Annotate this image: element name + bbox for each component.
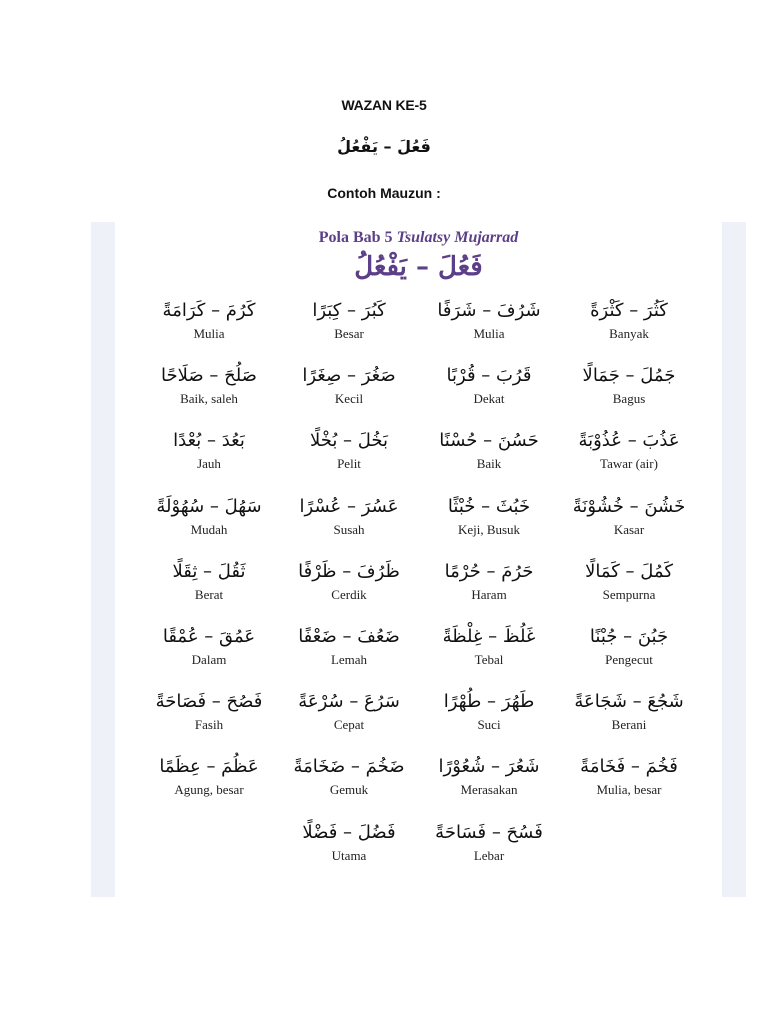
word-arabic: ظَرُفَ – ظَرْفًا [298,560,400,582]
word-arabic: سَهُلَ – سُهُوْلَةً [156,495,262,517]
word-entry [559,689,699,754]
word-arabic: شَرُفَ – شَرَفًا [437,300,541,321]
word-arabic: كَرُمَ – كَرَامَةً [162,300,256,321]
word-arabic: فَسُحَ – فَسَاحَةً [435,821,543,843]
word-entry [139,363,279,428]
word-arabic: كَمُلَ – كَمَالًا [585,560,673,582]
word-arabic: كَثُرَ – كَثْرَةً [590,300,668,321]
word-meaning: Mulia [473,326,505,341]
word-meaning: Bagus [612,391,646,407]
word-meaning: Mulia, besar [596,782,662,798]
word-meaning: Baik, saleh [180,391,238,407]
word-entry [139,559,279,624]
word-meaning: Berat [194,586,224,602]
wazan-formula: فَعُلَ – يَفْعُلُ [337,137,431,156]
word-entry [139,428,279,493]
word-arabic: عَظُمَ – عِظَمًا [159,756,259,778]
word-arabic: صَلُحَ – صَلَاحًا [161,365,257,387]
word-arabic: شَعُرَ – شُعُوْرًا [438,756,540,778]
pattern-figure [91,222,746,897]
word-meaning: Banyak [609,326,649,341]
word-meaning: Tebal [474,651,504,667]
word-meaning: Mudah [190,521,228,537]
word-meaning: Mulia [193,326,225,341]
word-arabic: شَجُعَ – شَجَاعَةً [574,691,684,713]
figure-title-plain: Pola Bab 5 [318,229,397,246]
word-meaning: Kasar [613,521,645,537]
word-grid [139,298,699,885]
word-entry [279,298,419,363]
word-meaning: Sempurna [602,586,656,602]
word-arabic: عَذُبَ – عُذُوْبَةً [578,430,680,452]
word-entry [419,428,559,493]
word-meaning: Dekat [473,391,505,407]
word-entry [139,494,279,559]
word-meaning: Baik [476,456,502,472]
word-entry [559,559,699,624]
word-entry [419,298,559,363]
word-entry [279,624,419,689]
word-meaning: Besar [334,326,364,341]
word-entry [419,624,559,689]
word-meaning: Jauh [197,456,221,472]
pattern-figure-page [115,222,722,897]
word-entry [559,624,699,689]
word-meaning: Berani [611,717,647,733]
word-entry [419,820,559,885]
word-arabic: خَشُنَ – خُشُوْنَةً [572,495,686,517]
word-meaning: Dalam [191,651,227,667]
word-meaning: Cepat [333,717,365,733]
word-arabic: قَرُبَ – قُرْبًا [446,365,532,387]
word-entry [139,754,279,819]
word-meaning: Lemah [330,651,368,667]
word-meaning: Utama [331,847,367,863]
word-arabic: سَرُعَ – سُرْعَةً [298,691,400,713]
word-entry [559,494,699,559]
word-arabic: ثَقُلَ – ثِقَلًا [172,560,246,582]
figure-wazan-formula: فَعُلَ – يَفْعُلُ [354,252,483,282]
word-entry [419,689,559,754]
word-arabic: خَبُثَ – خُبْثًا [447,495,531,517]
word-arabic: فَضُلَ – فَضْلًا [302,821,396,843]
word-arabic: صَغُرَ – صِغَرًا [302,365,396,387]
word-meaning: Kecil [334,391,364,407]
word-meaning: Cerdik [331,586,367,602]
figure-title [115,229,722,247]
word-arabic: حَسُنَ – حُسْنًا [439,430,539,452]
examples-heading: Contoh Mauzun : [327,185,441,201]
word-entry [279,820,419,885]
word-entry [419,363,559,428]
word-entry [279,754,419,819]
word-entry [139,298,279,363]
word-arabic: عَسُرَ – عُسْرًا [299,495,399,517]
word-meaning: Agung, besar [174,782,244,798]
word-arabic: بَعُدَ – بُعْدًا [173,430,245,452]
word-entry [559,754,699,819]
word-meaning: Pelit [337,456,361,472]
word-arabic: غَلُظَ – غِلْظَةً [442,625,536,647]
word-meaning: Pengecut [605,651,653,667]
word-arabic: عَمُقَ – عُمْقًا [162,625,256,647]
word-entry [419,754,559,819]
word-entry [279,494,419,559]
word-arabic: بَخُلَ – بُخْلًا [309,430,389,452]
word-meaning: Haram [471,586,507,602]
word-arabic: فَخُمَ – فَخَامَةً [580,756,678,778]
word-arabic: ضَخُمَ – ضَخَامَةً [293,756,405,778]
word-arabic: حَرُمَ – حُرْمًا [444,560,534,582]
word-arabic: طَهُرَ – طُهْرًا [443,691,535,713]
word-meaning: Merasakan [460,782,518,798]
word-meaning: Susah [333,521,365,537]
word-entry [419,494,559,559]
word-arabic: جَبُنَ – جُبْنًا [589,625,669,647]
word-meaning: Gemuk [329,782,369,798]
figure-title-italic: Tsulatsy Mujarrad [396,229,519,246]
word-entry [559,363,699,428]
word-arabic: فَصُحَ – فَصَاحَةً [155,691,263,713]
word-entry [419,559,559,624]
word-arabic: جَمُلَ – جَمَالًا [582,365,676,387]
word-meaning: Tawar (air) [600,456,658,472]
word-entry [279,363,419,428]
word-meaning: Fasih [194,717,224,733]
word-entry [139,624,279,689]
word-entry [559,428,699,493]
word-entry [279,428,419,493]
word-arabic: ضَعُفَ – ضَعْفًا [298,625,400,647]
word-arabic: كَبُرَ – كِبَرًا [312,300,386,321]
word-entry [279,559,419,624]
word-meaning: Keji, Busuk [457,521,521,537]
document-title: WAZAN KE-5 [341,97,427,113]
word-entry [279,689,419,754]
word-meaning: Lebar [473,847,505,863]
word-meaning: Suci [477,717,501,733]
word-entry [559,298,699,363]
word-entry [139,689,279,754]
